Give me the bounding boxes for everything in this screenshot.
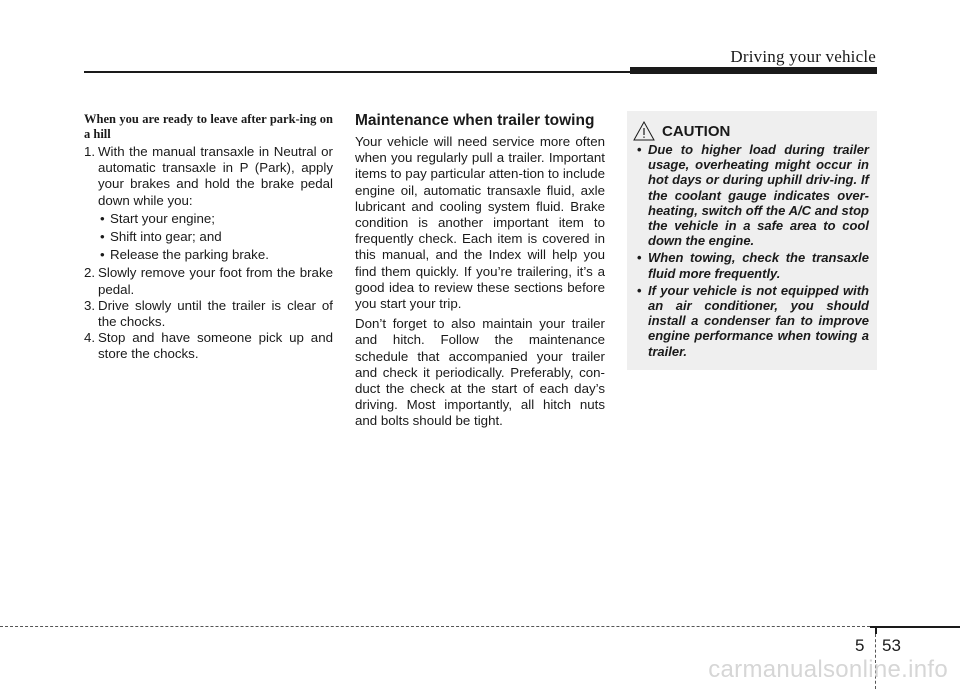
bullet-item: • Start your engine;: [98, 211, 333, 227]
caution-box: [627, 111, 877, 370]
hill-departure-steps: [84, 144, 333, 363]
step-number: 3.: [84, 297, 96, 313]
caution-item: • When towing, check the transaxle fluid more frequently.: [637, 250, 869, 280]
step-item: [84, 265, 333, 297]
footer-rule-solid: [870, 626, 960, 628]
step-bullets: [98, 211, 333, 264]
maintenance-paragraph: Don’t forget to also maintain your trailer and hitch. Follow the maintenance schedule that accompanied your trailer and check it periodically. Preferably, con-duct the check at the start of each day’s driving. Most importantly, all hitch nuts and bolts should be tight.: [355, 316, 605, 429]
step-item: [84, 144, 333, 263]
footer-divider-top: [875, 626, 877, 634]
maintenance-heading: Maintenance when trailer towing: [355, 112, 595, 129]
hill-departure-subheading: When you are ready to leave after park-ing on a hill: [84, 112, 333, 141]
left-column: [84, 112, 333, 363]
header-rule: [84, 71, 630, 73]
step-number: 1.: [84, 144, 96, 159]
caution-list: [637, 142, 869, 361]
warning-triangle-icon: [633, 121, 655, 141]
section-title: Driving your vehicle: [730, 47, 876, 66]
caution-title: CAUTION: [662, 122, 731, 140]
step-item: [84, 330, 333, 362]
step-number: 4.: [84, 330, 96, 346]
caution-header: [633, 121, 730, 141]
middle-column: [355, 112, 605, 434]
caution-item: • Due to higher load during trailer usage, overheating might occur in hot days or during uphill driv-ing. If the coolant gauge indicates over-heating, switch off the A/C and stop the vehicle in a safe area to cool down the engine.: [637, 142, 869, 248]
bullet-item: • Release the parking brake.: [98, 247, 333, 263]
step-text: Slowly remove your foot from the brake pedal.: [98, 265, 333, 297]
step-item: [84, 298, 333, 330]
step-text: With the manual transaxle in Neutral or automatic transaxle in P (Park), apply your brakes and hold the brake pedal down while you:: [98, 144, 333, 208]
step-number: 2.: [84, 265, 96, 281]
caution-item: • If your vehicle is not equipped with an air conditioner, you should install a condenser fan to improve engine performance when towing a trailer.: [637, 283, 869, 359]
header-rule-bold: [630, 67, 877, 74]
maintenance-paragraph: Your vehicle will need service more often when you regularly pull a trailer. Important items to pay particular atten-tion to include engine oil, automatic transaxle fluid, axle lubricant and cooling system fluid. Brake condition is another important item to frequently check. Each item is covered in this manual, and the Index will help you find them quickly. If you’re trailering, it’s a good idea to review these sections before you start your trip.: [355, 134, 605, 312]
bullet-item: • Shift into gear; and: [98, 229, 333, 245]
page-number: 53: [882, 636, 901, 655]
watermark: carmanualsonline.info: [708, 656, 948, 683]
footer-rule: [0, 626, 870, 627]
step-text: Stop and have someone pick up and store the chocks.: [98, 330, 333, 362]
step-text: Drive slowly until the trailer is clear of the chocks.: [98, 297, 333, 330]
chapter-number: 5: [855, 636, 865, 655]
